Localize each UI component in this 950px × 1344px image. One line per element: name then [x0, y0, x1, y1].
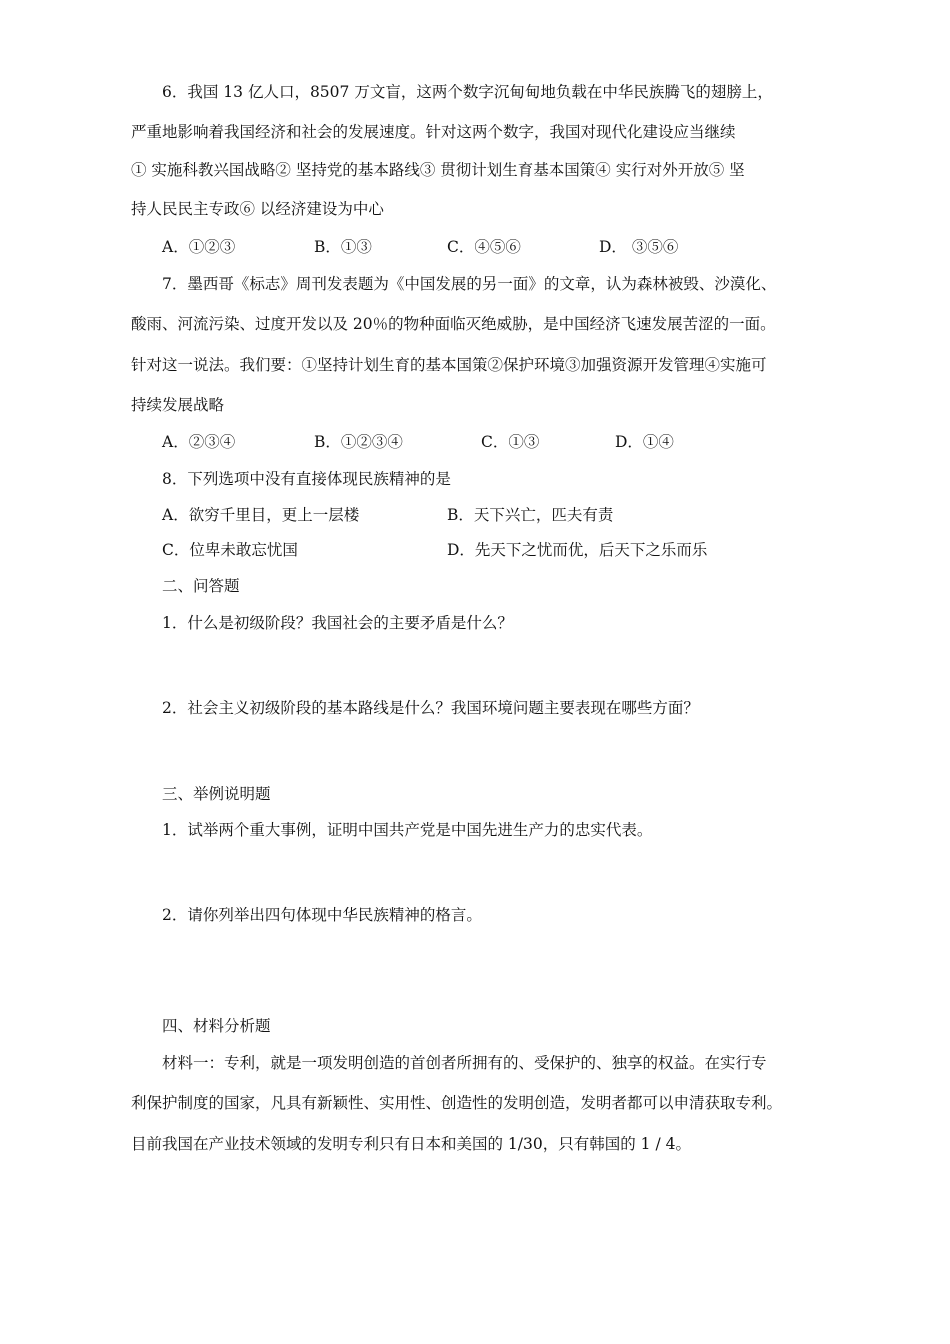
section3-heading: 三、举例说明题 — [162, 785, 271, 803]
q8-option-a: A．欲穷千里目，更上一层楼 — [162, 506, 360, 524]
section4-line-3: 目前我国在产业技术领域的发明专利只有日本和美国的 1/30，只有韩国的 1 / 4。 — [131, 1135, 691, 1153]
section2-heading: 二、问答题 — [162, 577, 240, 595]
section2-q1: 1．什么是初级阶段？我国社会的主要矛盾是什么？ — [162, 614, 513, 632]
section3-q2: 2．请你列举出四句体现中华民族精神的格言。 — [162, 906, 482, 924]
q6-line-3: ① 实施科教兴国战略② 坚持党的基本路线③ 贯彻计划生育基本国策④ 实行对外开放⑤ 坚 — [131, 161, 745, 179]
q6-line-2: 严重地影响着我国经济和社会的发展速度。针对这两个数字，我国对现代化建设应当继续 — [131, 123, 736, 141]
q8-line-1: 8．下列选项中没有直接体现民族精神的是 — [162, 470, 451, 488]
section3-q1: 1．试举两个重大事例，证明中国共产党是中国先进生产力的忠实代表。 — [162, 821, 653, 839]
q7-line-2: 酸雨、河流污染、过度开发以及 20％的物种面临灭绝威胁，是中国经济飞速发展苦涩的一面。 — [131, 315, 776, 333]
section4-line-1: 材料一：专利，就是一项发明创造的首创者所拥有的、受保护的、独享的权益。在实行专 — [162, 1054, 767, 1072]
q6-option-d: D． ③⑤⑥ — [599, 238, 679, 256]
q7-option-a: A．②③④ — [162, 433, 236, 451]
q6-option-c: C．④⑤⑥ — [447, 238, 521, 256]
q8-option-d: D．先天下之忧而优，后天下之乐而乐 — [447, 541, 708, 559]
q7-line-1: 7．墨西哥《标志》周刊发表题为《中国发展的另一面》的文章，认为森林被毁、沙漠化、 — [162, 275, 777, 293]
section4-heading: 四、材料分析题 — [162, 1017, 271, 1035]
q7-line-4: 持续发展战略 — [131, 396, 225, 414]
q6-option-a: A．①②③ — [162, 238, 236, 256]
q7-option-d: D．①④ — [615, 433, 674, 451]
q7-option-c: C．①③ — [481, 433, 540, 451]
q8-option-b: B．天下兴亡，匹夫有责 — [447, 506, 614, 524]
q7-line-3: 针对这一说法。我们要：①坚持计划生育的基本国策②保护环境③加强资源开发管理④实施可 — [131, 356, 767, 374]
section2-q2: 2．社会主义初级阶段的基本路线是什么？我国环境问题主要表现在哪些方面？ — [162, 699, 699, 717]
q8-option-c: C．位卑未敢忘忧国 — [162, 541, 298, 559]
q6-option-b: B．①③ — [314, 238, 372, 256]
section4-line-2: 利保护制度的国家，凡具有新颖性、实用性、创造性的发明创造，发明者都可以申清获取专利。 — [131, 1094, 783, 1112]
q7-option-b: B．①②③④ — [314, 433, 403, 451]
q6-line-4: 持人民民主专政⑥ 以经济建设为中心 — [131, 200, 384, 218]
q6-line-1: 6．我国 13 亿人口，8507 万文盲，这两个数字沉甸甸地负载在中华民族腾飞的翅膀上， — [162, 83, 773, 101]
